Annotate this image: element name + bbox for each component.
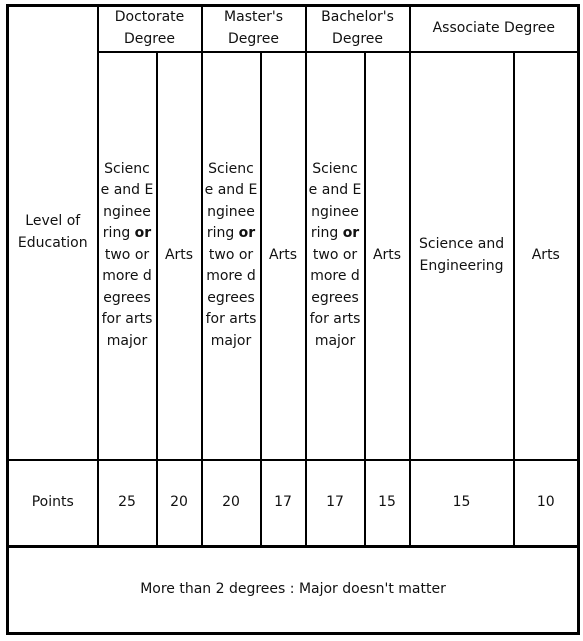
associate-science-engineering-cell [410, 52, 514, 460]
arts-major-text: two or more degrees for arts major [101, 246, 153, 349]
points-value-cell [410, 460, 514, 547]
points-value: 15 [452, 494, 471, 510]
points-value: 25 [118, 494, 136, 510]
points-label: Points [31, 494, 74, 510]
doctorate-science-engineering-cell [98, 52, 157, 460]
points-value: 17 [326, 494, 344, 510]
science-engineering-text: Science and Enginee ring [100, 160, 154, 242]
points-value: 20 [170, 494, 188, 510]
points-value: 10 [536, 494, 555, 510]
arts-major-text: two or more degrees for arts major [309, 246, 361, 349]
science-engineering-text: Science and Engineering [419, 236, 505, 274]
or-text: or [238, 225, 256, 242]
science-engineering-text: Science and Enginee ring [308, 160, 362, 242]
bachelors-science-engineering-cell [306, 52, 365, 460]
associate-arts-cell [514, 52, 579, 460]
arts-major-text: two or more degrees for arts major [205, 246, 257, 349]
masters-arts-cell [261, 52, 306, 460]
arts-label: Arts [268, 246, 298, 263]
arts-label: Arts [164, 246, 194, 263]
or-text: or [134, 225, 152, 242]
points-value-cell [157, 460, 202, 547]
doctorate-degree-label: Doctorate Degree [114, 9, 185, 47]
points-value-cell [202, 460, 261, 547]
associate-degree-header [410, 6, 579, 52]
points-row-header [8, 460, 98, 547]
arts-label: Arts [372, 246, 402, 263]
associate-degree-label: Associate Degree [432, 20, 555, 36]
masters-degree-header [202, 6, 306, 52]
science-engineering-text: Science and Enginee ring [204, 160, 258, 242]
footnote-text: More than 2 degrees : Major doesn't matter [140, 581, 446, 598]
points-value-cell [514, 460, 579, 547]
doctorate-arts-cell [157, 52, 202, 460]
points-value: 20 [222, 494, 240, 510]
bachelors-degree-header [306, 6, 410, 52]
masters-science-engineering-cell [202, 52, 261, 460]
doctorate-degree-header [98, 6, 202, 52]
education-points-table [6, 4, 580, 635]
points-value-cell [306, 460, 365, 547]
masters-degree-label: Master's Degree [224, 9, 283, 47]
points-value-cell [98, 460, 157, 547]
or-text: or [342, 225, 360, 242]
points-value-cell [261, 460, 306, 547]
bachelors-arts-cell [365, 52, 410, 460]
footnote-cell [8, 547, 579, 634]
arts-label: Arts [531, 246, 560, 263]
level-of-education-label: Level of Education [17, 213, 88, 251]
education-points-table-frame [6, 4, 577, 634]
level-of-education-header [8, 6, 98, 460]
points-value: 17 [274, 494, 292, 510]
points-value: 15 [378, 494, 396, 510]
bachelors-degree-label: Bachelor's Degree [321, 9, 394, 47]
points-value-cell [365, 460, 410, 547]
